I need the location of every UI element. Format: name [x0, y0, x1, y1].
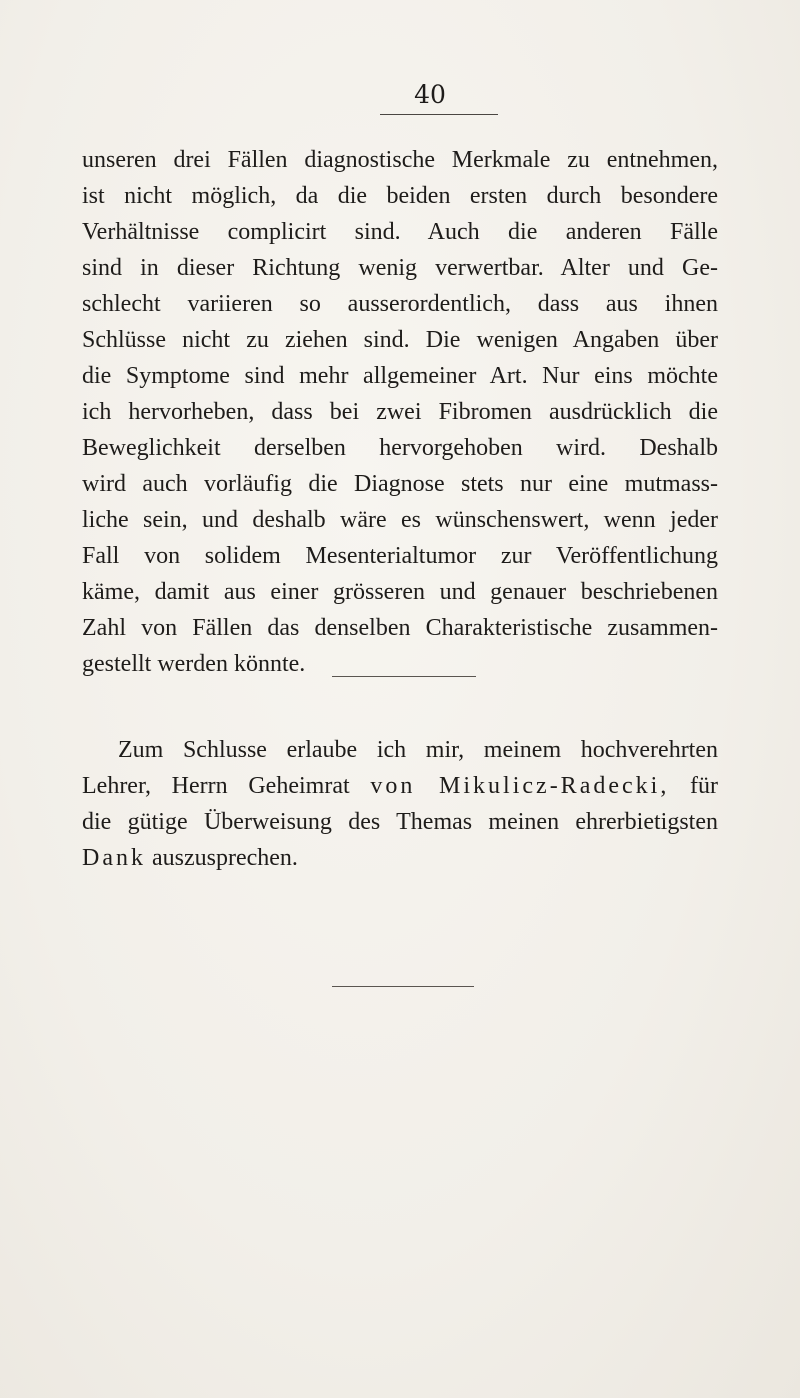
text-line: Beweglichkeit derselben hervorgehoben wird. Deshalb: [82, 435, 718, 461]
text-line: [82, 768, 718, 804]
text-fragment: für: [669, 773, 719, 799]
emphasized-word: Dank: [82, 845, 146, 871]
text-line: schlecht variieren so ausserordentlich, dass aus ihnen: [82, 291, 718, 317]
text-line: Zahl von Fällen das denselben Charakteristische zusammen-: [82, 615, 718, 641]
text-line: [82, 840, 718, 876]
text-fragment: Lehrer, Herrn Geheimrat: [82, 773, 371, 799]
text-line: wird auch vorläufig die Diagnose stets nur eine mutmass-: [82, 471, 718, 497]
text-line: sind in dieser Richtung wenig verwertbar. Alter und Ge-: [82, 255, 718, 281]
section-divider: [332, 676, 476, 677]
text-line: Fall von solidem Mesenterialtumor zur Veröffentlichung: [82, 543, 718, 569]
text-fragment: auszusprechen.: [145, 845, 298, 871]
paragraph-conclusion: [82, 142, 718, 682]
person-name: von Mikulicz-Radecki,: [370, 773, 670, 799]
text-line: unseren drei Fällen diagnostische Merkmale zu entnehmen,: [82, 147, 718, 173]
text-line: die gütige Überweisung des Themas meinen ehrerbietigsten: [82, 809, 718, 835]
text-line: gestellt werden könnte.: [82, 651, 306, 677]
text-line: käme, damit aus einer grösseren und genauer beschriebenen: [82, 579, 718, 605]
page-number: 40: [414, 80, 446, 109]
text-line: ich hervorheben, dass bei zwei Fibromen ausdrücklich die: [82, 399, 718, 425]
end-divider: [332, 986, 474, 987]
text-line: Schlüsse nicht zu ziehen sind. Die wenigen Angaben über: [82, 327, 718, 353]
page-number-underline: [380, 114, 498, 115]
text-line: liche sein, und deshalb wäre es wünschenswert, wenn jeder: [82, 507, 718, 533]
text-line: Verhältnisse complicirt sind. Auch die anderen Fälle: [82, 219, 718, 245]
paragraph-acknowledgement: [82, 732, 718, 876]
text-line: ist nicht möglich, da die beiden ersten durch besondere: [82, 183, 718, 209]
text-line: die Symptome sind mehr allgemeiner Art. Nur eins möchte: [82, 363, 718, 389]
text-line: Zum Schlusse erlaube ich mir, meinem hochverehrten: [118, 737, 718, 763]
